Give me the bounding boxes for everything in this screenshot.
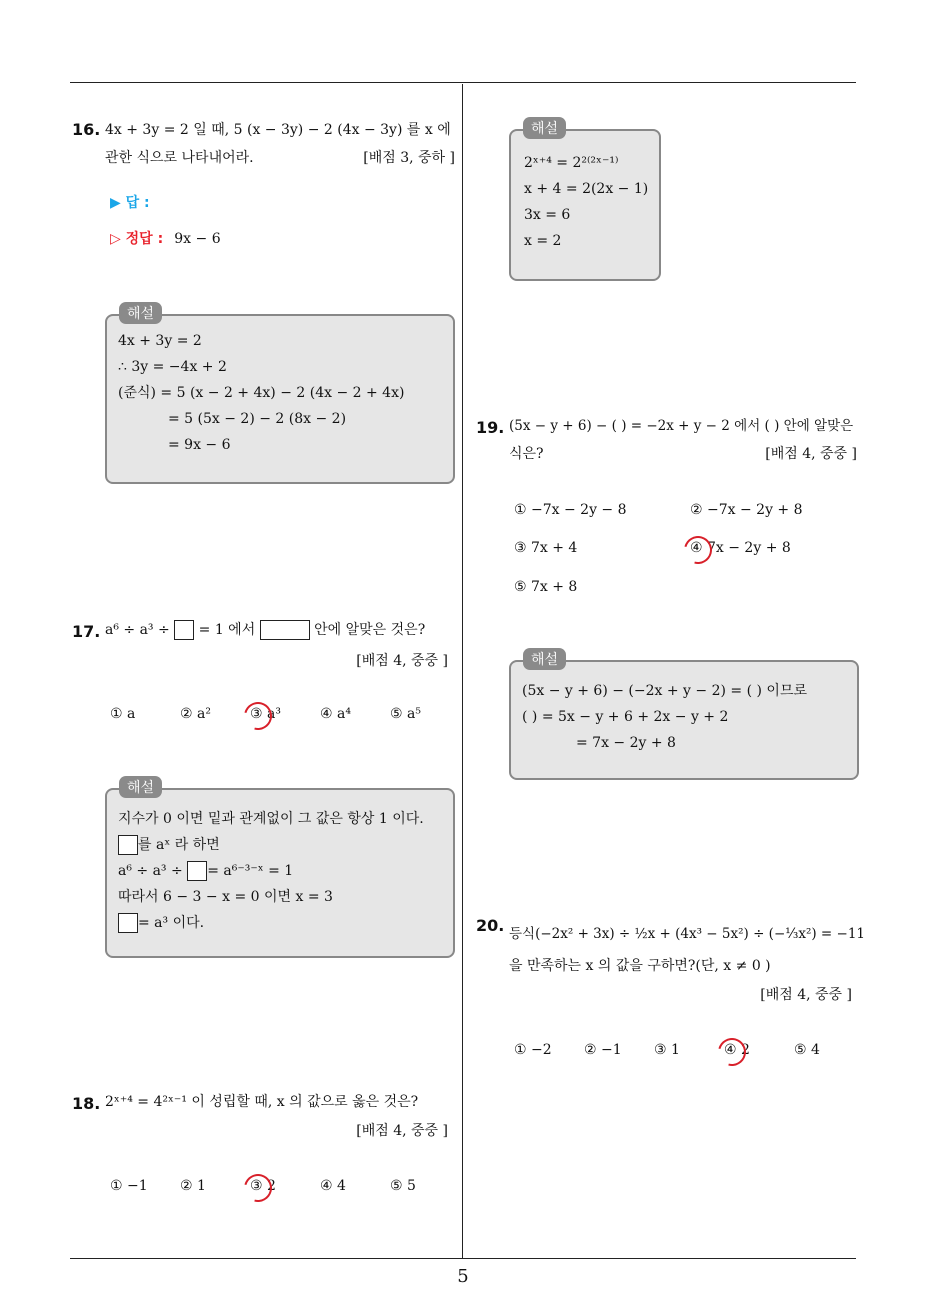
solution-tag-17: 해설: [119, 776, 162, 798]
choice-2[interactable]: ② a²: [180, 706, 211, 722]
choice-3[interactable]: ③ 2: [250, 1178, 276, 1194]
choice-5[interactable]: ⑤ a⁵: [390, 706, 421, 722]
selected-answer-mark: [679, 531, 717, 569]
correct-answer-value: 9x − 6: [174, 231, 221, 247]
solution-17-line: a⁶ ÷ a³ ÷: [118, 863, 183, 879]
bottom-rule: [70, 1258, 856, 1259]
solution-16-line: = 5 (5x − 2) − 2 (8x − 2): [168, 411, 347, 427]
solution-17-line: 를 aˣ 라 하면: [138, 837, 220, 853]
choice-4[interactable]: ④ 7x − 2y + 8: [690, 540, 791, 556]
choice-1[interactable]: ① −1: [110, 1178, 148, 1194]
solution-17-line: 지수가 0 이면 밑과 관계없이 그 값은 항상 1 이다.: [118, 811, 424, 827]
question-16-text: [105, 116, 455, 172]
question-19-choices: [514, 502, 854, 598]
question-16-number: 16.: [72, 120, 101, 139]
blank-box: [187, 861, 207, 881]
correct-answer: [110, 228, 221, 248]
blank-box: [118, 913, 138, 933]
question-20-number: 20.: [476, 916, 505, 935]
question-20-choices: [514, 1042, 854, 1062]
question-17-part-b: = 1 에서: [198, 622, 256, 638]
blank-box: [174, 620, 194, 640]
solution-16-line: = 9x − 6: [168, 437, 231, 453]
question-18-meta: [배점 4, 중중 ]: [356, 1123, 448, 1139]
choice-4[interactable]: ④ 2: [724, 1042, 750, 1058]
question-19-number: 19.: [476, 418, 505, 437]
solution-17-line: = a⁶⁻³⁻ˣ = 1: [207, 863, 294, 879]
question-19-text: [509, 412, 857, 468]
question-18-number: 18.: [72, 1094, 101, 1113]
selected-answer-mark: [713, 1033, 751, 1071]
question-18-choices: [110, 1178, 450, 1198]
question-17-choices: [110, 706, 450, 726]
correct-answer-label: ▷ 정답 :: [110, 231, 164, 247]
question-20-meta: [배점 4, 중중 ]: [760, 987, 852, 1003]
page-number: 5: [457, 1266, 469, 1287]
solution-19-lines: [522, 678, 807, 756]
solution-18-line: x + 4 = 2(2x − 1): [524, 181, 649, 197]
question-16-line2: 관한 식으로 나타내어라.: [105, 150, 254, 166]
column-divider: [462, 84, 463, 1258]
solution-19-line: (5x − y + 6) − (−2x + y − 2) = ( ) 이므로: [522, 683, 807, 699]
solution-17-lines: [118, 806, 424, 936]
choice-3[interactable]: ③ 1: [654, 1042, 680, 1058]
solution-17-line: 따라서 6 − 3 − x = 0 이면 x = 3: [118, 889, 333, 905]
choice-1[interactable]: ① −7x − 2y − 8: [514, 502, 627, 518]
solution-17-line: = a³ 이다.: [138, 915, 205, 931]
choice-5[interactable]: ⑤ 5: [390, 1178, 416, 1194]
choice-1[interactable]: ① −2: [514, 1042, 552, 1058]
solution-16-line: ∴ 3y = −4x + 2: [118, 359, 227, 375]
choice-3[interactable]: ③ 7x + 4: [514, 540, 578, 556]
solution-19-line: = 7x − 2y + 8: [576, 735, 676, 751]
question-20-text: [509, 920, 866, 980]
answer-input-label: ▶ 답 :: [110, 195, 150, 211]
choice-3[interactable]: ③ a³: [250, 706, 281, 722]
choice-2[interactable]: ② −7x − 2y + 8: [690, 502, 803, 518]
question-19-line1: (5x − y + 6) − ( ) = −2x + y − 2 에서 ( ) 안에 알맞은: [509, 418, 854, 434]
question-16-meta: [배점 3, 중하 ]: [363, 150, 455, 166]
choice-4[interactable]: ④ 4: [320, 1178, 346, 1194]
choice-1[interactable]: ① a: [110, 706, 136, 722]
solution-tag-18: 해설: [523, 117, 566, 139]
question-17-text: [105, 616, 425, 644]
solution-tag-19: 해설: [523, 648, 566, 670]
solution-16-lines: [118, 328, 404, 458]
question-17-part-c: 안에 알맞은 것은?: [314, 622, 426, 638]
question-20-line1: 등식(−2x² + 3x) ÷ ½x + (4x³ − 5x²) ÷ (−⅓x²) = −11: [509, 926, 866, 942]
blank-box-wide: [260, 620, 310, 640]
choice-2[interactable]: ② −1: [584, 1042, 622, 1058]
choice-5[interactable]: ⑤ 7x + 8: [514, 579, 578, 595]
question-17-number: 17.: [72, 622, 101, 641]
choice-4[interactable]: ④ a⁴: [320, 706, 351, 722]
solution-tag-16: 해설: [119, 302, 162, 324]
solution-16-line: 4x + 3y = 2: [118, 333, 202, 349]
choice-2[interactable]: ② 1: [180, 1178, 206, 1194]
solution-19-line: ( ) = 5x − y + 6 + 2x − y + 2: [522, 709, 729, 725]
solution-18-line: 3x = 6: [524, 207, 571, 223]
selected-answer-mark: [239, 1169, 277, 1207]
question-19-line2: 식은?: [509, 446, 544, 462]
question-17-meta: [배점 4, 중중 ]: [356, 653, 448, 669]
selected-answer-mark: [239, 697, 277, 735]
solution-16-line: (준식) = 5 (x − 2 + 4x) − 2 (4x − 2 + 4x): [118, 385, 405, 401]
question-17-part-a: a⁶ ÷ a³ ÷: [105, 622, 170, 638]
question-19-meta: [배점 4, 중중 ]: [765, 446, 857, 462]
solution-18-lines: [524, 150, 648, 254]
question-16-line1: 4x + 3y = 2 일 때, 5 (x − 3y) − 2 (4x − 3y) 를 x 에: [105, 122, 451, 138]
choice-5[interactable]: ⑤ 4: [794, 1042, 820, 1058]
solution-18-line: x = 2: [524, 233, 562, 249]
question-18-line1: 2ˣ⁺⁴ = 4²ˣ⁻¹ 이 성립할 때, x 의 값으로 옳은 것은?: [105, 1094, 419, 1110]
blank-box: [118, 835, 138, 855]
solution-18-line: 2ˣ⁺⁴ = 2²⁽²ˣ⁻¹⁾: [524, 155, 619, 171]
top-rule: [70, 82, 856, 83]
question-20-line2: 을 만족하는 x 의 값을 구하면?(단, x ≠ 0 ): [509, 958, 771, 974]
